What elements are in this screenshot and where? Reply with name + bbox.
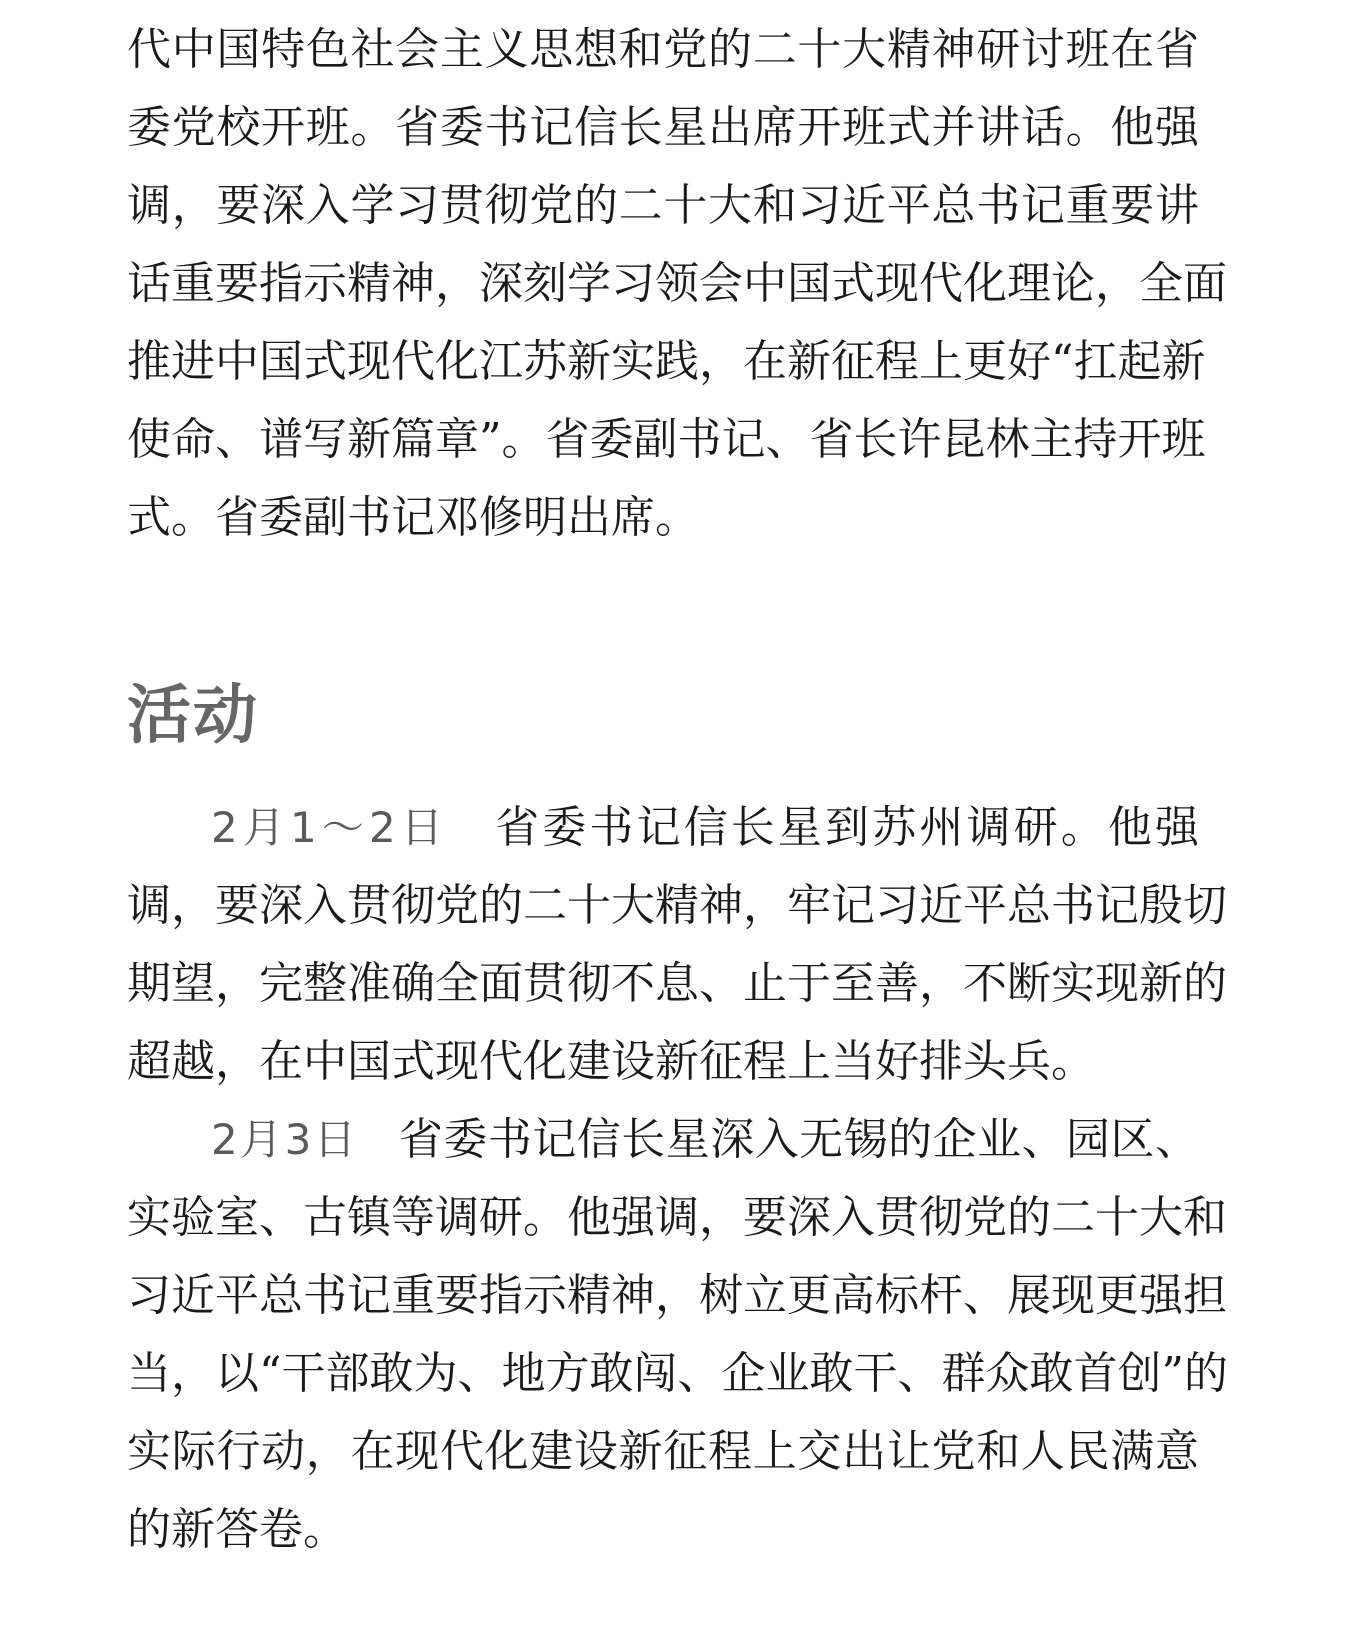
entry-text: 省委书记信长星到苏州调研。他强 [491,802,1200,853]
paragraph-line: 实验室、古镇等调研。他强调，要深入贯彻党的二十大和 [127,1192,1227,1243]
paragraph-line: 调，要深入贯彻党的二十大精神，牢记习近平总书记殷切 [127,880,1227,931]
paragraph-line: 式。省委副书记邓修明出席。 [127,492,699,543]
paragraph-line: 的新答卷。 [127,1504,347,1555]
entry-text: 省委书记信长星深入无锡的企业、园区、 [398,1114,1200,1165]
paragraph-line: 习近平总书记重要指示精神，树立更高标杆、展现更强担 [127,1270,1227,1321]
paragraph-line: 当，以“干部敢为、地方敢闯、企业敢干、群众敢首创”的 [127,1348,1228,1399]
paragraph-line: 使命、谱写新篇章”。省委副书记、省长许昆林主持开班 [127,414,1206,465]
entry-date: 2月3日 [211,1115,359,1164]
entry-first-line [127,1112,1199,1168]
paragraph-line: 委党校开班。省委书记信长星出席开班式并讲话。他强 [127,102,1199,153]
entry-first-line [127,800,1199,856]
entry-date: 2月1～2日 [211,803,448,852]
paragraph-line: 话重要指示精神，深刻学习领会中国式现代化理论，全面 [127,258,1227,309]
paragraph-line: 实际行动，在现代化建设新征程上交出让党和人民满意 [127,1426,1199,1477]
section-heading: 活动 [127,679,259,753]
paragraph-line: 推进中国式现代化江苏新实践，在新征程上更好“扛起新 [127,336,1206,387]
paragraph-line: 超越，在中国式现代化建设新征程上当好排头兵。 [127,1036,1095,1087]
paragraph-line: 调，要深入学习贯彻党的二十大和习近平总书记重要讲 [127,180,1199,231]
paragraph-line: 期望，完整准确全面贯彻不息、止于至善，不断实现新的 [127,958,1227,1009]
paragraph-line: 代中国特色社会主义思想和党的二十大精神研讨班在省 [127,24,1199,75]
